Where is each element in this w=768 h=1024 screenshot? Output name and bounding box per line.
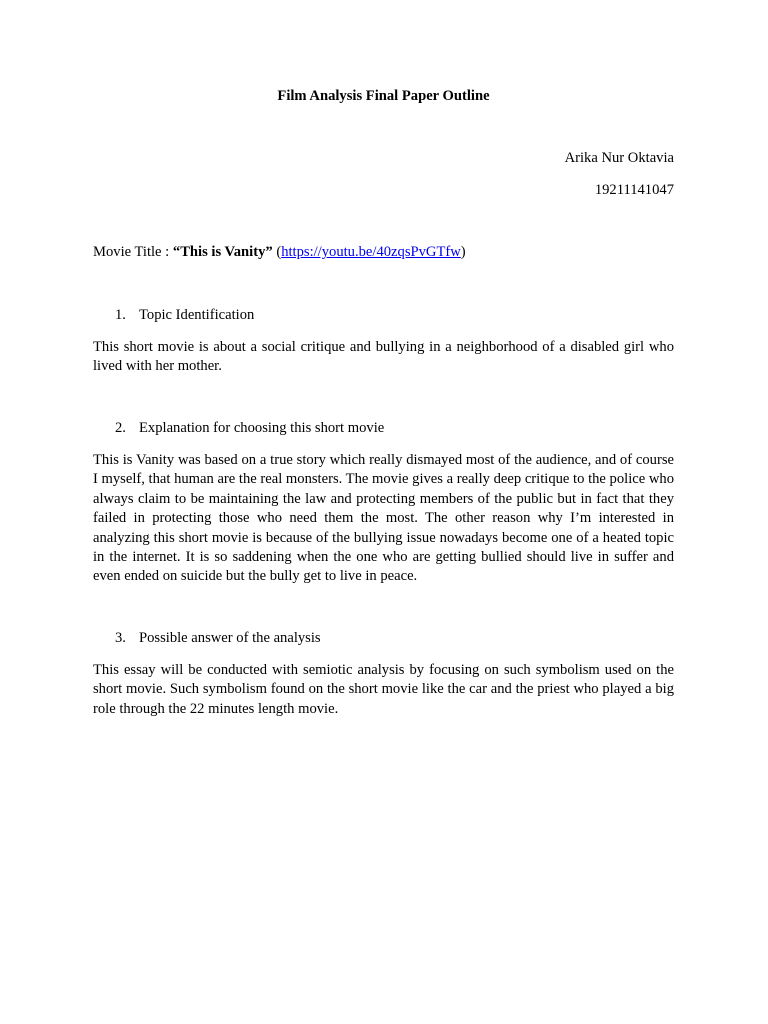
- movie-title-label: Movie Title :: [93, 244, 173, 260]
- document-page: [93, 0, 674, 1024]
- movie-title-line: [93, 243, 466, 262]
- section-heading-explanation: [115, 419, 384, 438]
- movie-link-close-paren: ): [460, 244, 466, 260]
- section-heading-topic: [115, 306, 254, 325]
- section-body-explanation: This is Vanity was based on a true story which really dismayed most of the audience, and of course I myself, that human are the real monsters. The movie gives a really deep critique to the police who always claim to be maintaining the law and protecting members of the public but in fact that they failed in protecting those who need them the most. The other reason why I’m interested in analyzing this short movie is because of the bullying issue nowadays become one of a heated topic in the internet. It is so saddening when the one who are getting bullied should live in suffer and even ended on suicide but the bully get to live in peace.: [93, 452, 674, 585]
- section-number: 2.: [115, 420, 126, 436]
- section-heading-text: Possible answer of the analysis: [139, 630, 321, 646]
- author-id: 19211141047: [594, 182, 674, 198]
- section-heading-text: Explanation for choosing this short movie: [139, 420, 385, 436]
- movie-name: “This is Vanity”: [172, 244, 273, 260]
- document-title: Film Analysis Final Paper Outline: [277, 88, 490, 104]
- section-heading-analysis: [115, 629, 321, 648]
- section-heading-text: Topic Identification: [139, 307, 255, 323]
- movie-link[interactable]: https://youtu.be/40zqsPvGTfw: [281, 244, 461, 260]
- author-name: Arika Nur Oktavia: [564, 150, 674, 166]
- section-body-analysis: This essay will be conducted with semiotic analysis by focusing on such symbolism used on the short movie. Such symbolism found on the short movie like the car and the priest who played a big role through the 22 minutes length movie.: [93, 662, 674, 717]
- section-number: 3.: [115, 630, 126, 646]
- movie-link-open-paren: (: [272, 244, 282, 260]
- section-number: 1.: [115, 307, 126, 323]
- section-body-topic: This short movie is about a social critique and bullying in a neighborhood of a disabled girl who lived with her mother.: [93, 339, 674, 375]
